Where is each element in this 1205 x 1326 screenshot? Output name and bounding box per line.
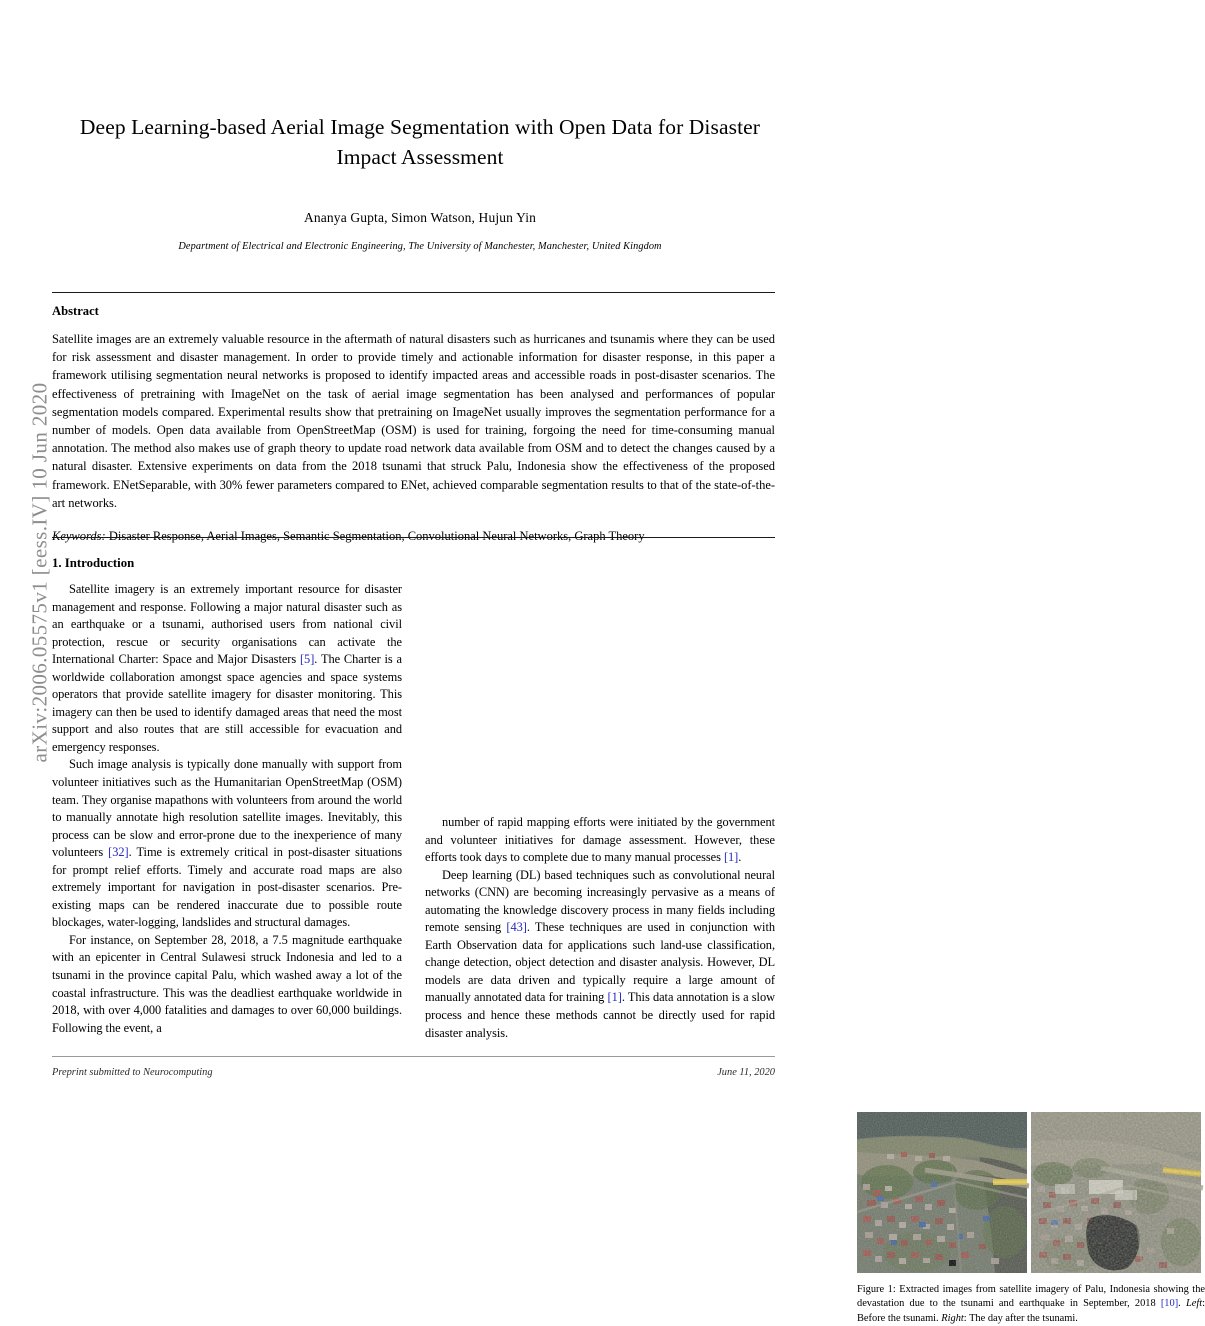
abstract-block bbox=[52, 304, 775, 545]
paragraph bbox=[425, 814, 775, 867]
citation-link[interactable]: [32] bbox=[108, 845, 129, 860]
footer-left: Preprint submitted to Neurocomputing bbox=[52, 1067, 213, 1078]
citation-link[interactable]: [43] bbox=[506, 920, 527, 935]
paragraph-text: . Time is extremely critical in post-disaster situations for prompt relief efforts. Timely and accurate road maps are also extremely important for navigation in post-disaster scenarios. Pre-existing maps can be rendered inaccurate due to possible route blockages, water-logging, landslides and structural damages. bbox=[52, 845, 402, 930]
paragraph-text: . bbox=[738, 850, 742, 865]
footer-right: June 11, 2020 bbox=[717, 1067, 775, 1078]
page-footer bbox=[52, 1067, 775, 1078]
footer-rule bbox=[52, 1056, 775, 1057]
title-block bbox=[75, 112, 765, 252]
section-heading-introduction: 1. Introduction bbox=[52, 556, 135, 570]
abstract-top-rule bbox=[52, 292, 775, 293]
paragraph-text: . This data annotation is a slow process and hence these methods cannot be directly used for rapid disaster analysis. bbox=[425, 990, 775, 1040]
citation-link[interactable]: [5] bbox=[299, 652, 315, 667]
paragraph-text: . These techniques are used in conjunction with Earth Observation data for applications such land-use classification, change detection, object detection and disaster analysis. However, DL models are data driven and typically require a large amount of manually annotated data for training bbox=[425, 920, 775, 1005]
figure-caption bbox=[857, 1283, 1205, 1326]
paragraph bbox=[52, 756, 402, 931]
paragraph-text: For instance, on September 28, 2018, a 7.5 magnitude earthquake with an epicenter in Central Sulawesi struck Indonesia and led to a tsunami in the province capital Palu, which washed away a lot of the coastal infrastructure. This was the deadliest earthquake worldwide in 2018, with over 4,000 fatalities and damages to over 60,000 buildings. Following the event, a bbox=[52, 932, 402, 1035]
caption-right-label: Right bbox=[941, 1312, 964, 1324]
citation-link[interactable]: [1] bbox=[607, 990, 622, 1005]
caption-left-label: Left bbox=[1185, 1298, 1203, 1310]
caption-text: . bbox=[1178, 1298, 1186, 1310]
paragraph bbox=[52, 581, 402, 756]
affiliation: Department of Electrical and Electronic Engineering, The University of Manchester, Manchester, United Kingdom bbox=[178, 241, 662, 252]
paragraph bbox=[52, 932, 402, 1037]
paragraph-text: . The Charter is a worldwide collaboration amongst space agencies and space systems operators that provide satellite imagery for disaster monitoring. This imagery can then be used to identify damaged areas that need the most support and also routes that are still accessible for evacuation and emergency responses. bbox=[52, 652, 402, 754]
paragraph-text: Satellite imagery is an extremely important resource for disaster management and response. Following a major natural disaster such as an earthquake or a tsunami, authorised users from national civil protection, rescue or security organisations can activate the International Charter: Space and Major Disasters bbox=[52, 582, 402, 667]
satellite-before-tsunami-image bbox=[857, 1112, 1027, 1273]
paragraph-text: number of rapid mapping efforts were initiated by the government and volunteer initiatives for damage assessment. However, these efforts took days to complete due to many manual processes bbox=[425, 815, 775, 865]
figure-1 bbox=[857, 1112, 1205, 1326]
column-left bbox=[52, 556, 402, 1037]
satellite-before-tsunami-svg bbox=[857, 1112, 1027, 1273]
page-title: Deep Learning-based Aerial Image Segmentation with Open Data for Disaster Impact Assessment bbox=[79, 115, 761, 169]
caption-text: : The day after the tsunami. bbox=[963, 1312, 1078, 1324]
paragraph bbox=[425, 867, 775, 1042]
satellite-after-tsunami-svg bbox=[1031, 1112, 1201, 1273]
abstract-heading: Abstract bbox=[52, 304, 99, 318]
caption-text: Figure 1: Extracted images from satellite imagery of Palu, Indonesia showing the devastation due to the tsunami and earthquake in September, 2018 bbox=[857, 1284, 1205, 1310]
citation-link[interactable]: [10] bbox=[1160, 1298, 1179, 1310]
caption-text: : Before the tsunami. bbox=[857, 1298, 1205, 1324]
abstract-text: Satellite images are an extremely valuable resource in the aftermath of natural disasters such as hurricanes and tsunamis where they can be used for risk assessment and disaster management. In order to provide timely and actionable information for disaster response, in this paper a framework utilising segmentation neural networks is proposed to identify impacted areas and accessible roads in post-disaster scenarios. The effectiveness of pretraining with ImageNet on the task of aerial image segmentation has been analysed and performances of popular segmentation models compared. Experimental results show that pretraining on ImageNet usually improves the segmentation performance for a number of models. Open data available from OpenStreetMap (OSM) is used for training, forgoing the need for time-consuming manual annotation. The method also makes use of graph theory to update road network data available from OSM and to detect the changes caused by a natural disaster. Extensive experiments on data from the 2018 tsunami that struck Palu, Indonesia show the effectiveness of the proposed framework. ENetSeparable, with 30% fewer parameters compared to ENet, achieved comparable segmentation results to that of the state-of-the-art networks. bbox=[52, 332, 775, 510]
paragraph-text: Such image analysis is typically done manually with support from volunteer initiatives such as the Humanitarian OpenStreetMap (OSM) team. They organise mapathons with volunteers from around the world to manually annotate high resolution satellite images. Inevitably, this process can be slow and error-prone due to the inexperience of many volunteers bbox=[52, 757, 402, 860]
satellite-after-tsunami-image bbox=[1031, 1112, 1201, 1273]
arxiv-stamp: arXiv:2006.05575v1 [eess.IV] 10 Jun 2020 bbox=[27, 382, 52, 763]
author-list: Ananya Gupta, Simon Watson, Hujun Yin bbox=[303, 210, 537, 225]
citation-link[interactable]: [1] bbox=[723, 850, 739, 865]
abstract-bottom-rule bbox=[52, 537, 775, 538]
paragraph-text: Deep learning (DL) based techniques such as convolutional neural networks (CNN) are becoming increasingly pervasive as a means of automating the knowledge discovery process in many fields including remote sensing bbox=[425, 867, 775, 935]
figure-image-pair bbox=[857, 1112, 1201, 1273]
